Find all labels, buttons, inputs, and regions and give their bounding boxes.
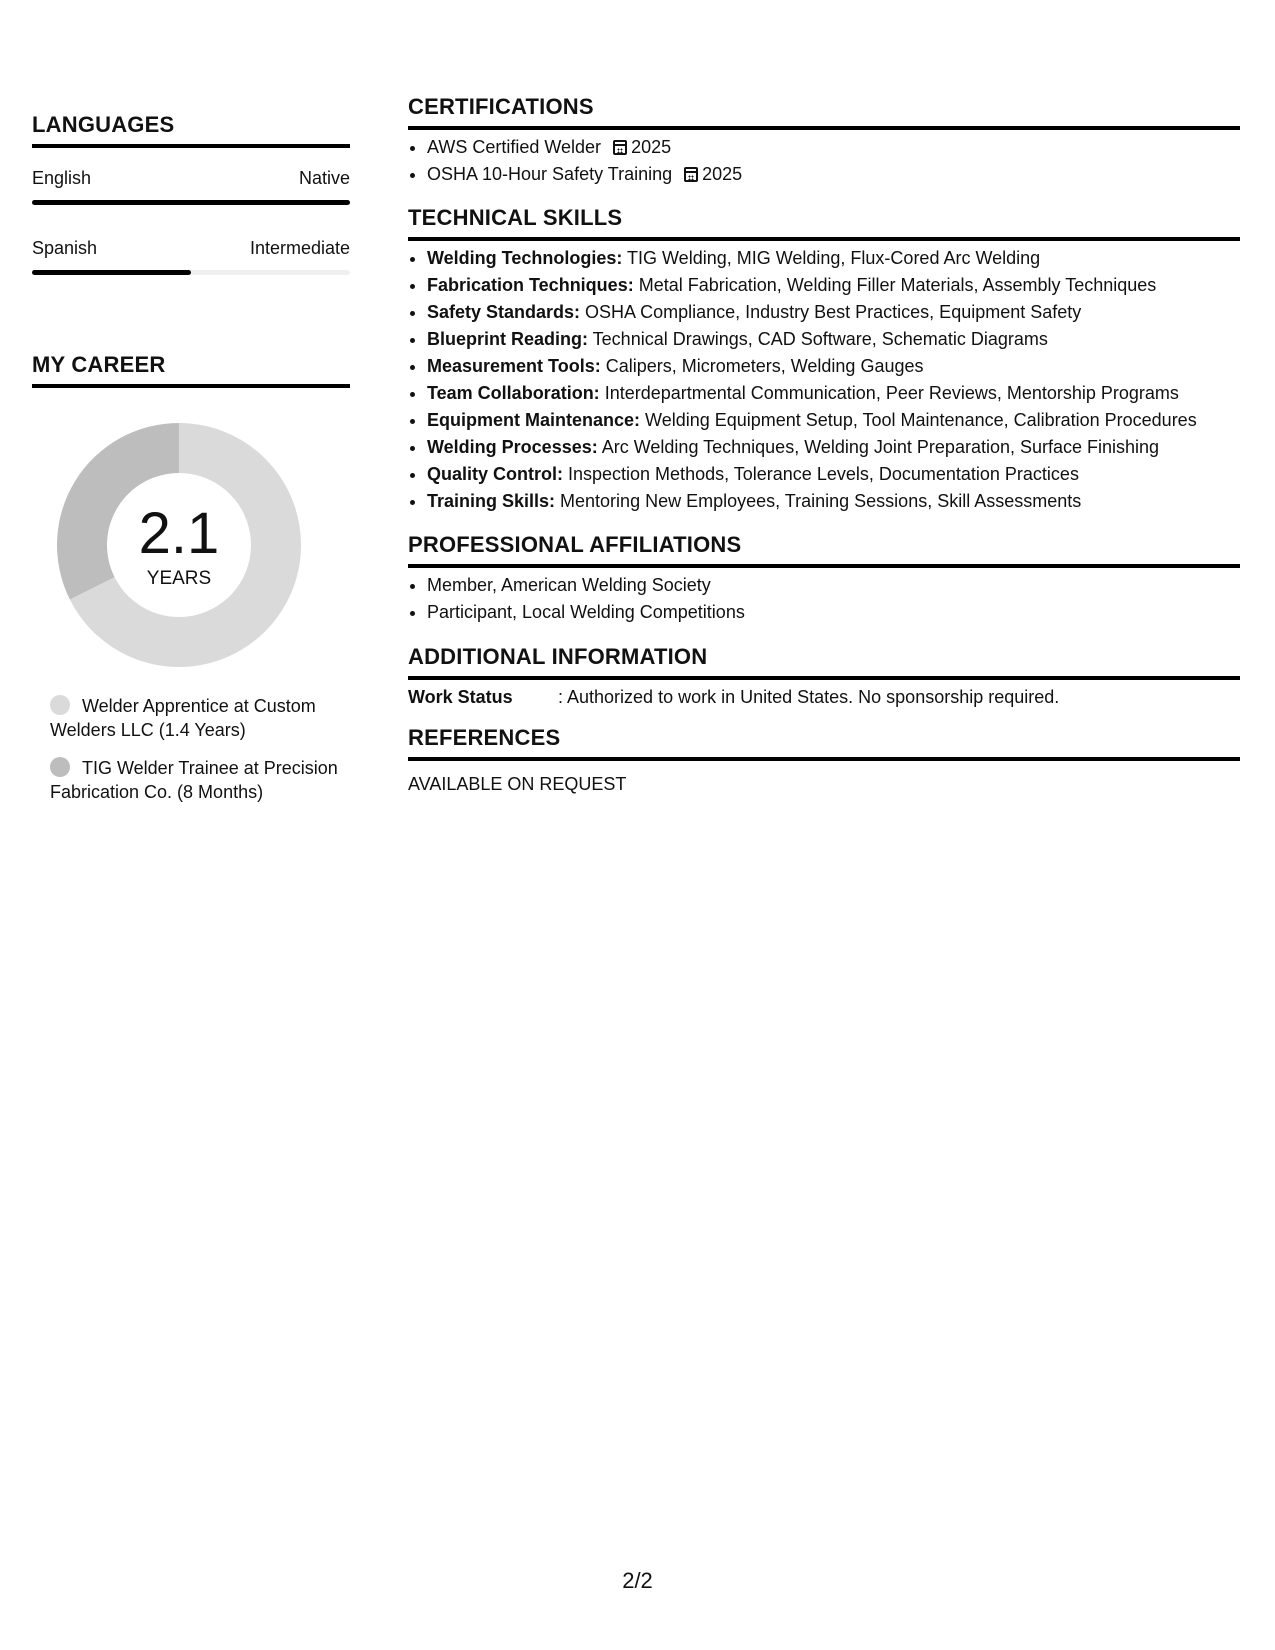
- language-row-spanish: [32, 238, 350, 259]
- certification-year: 2025: [631, 137, 672, 157]
- skill-label: Quality Control:: [427, 464, 563, 484]
- skill-text: Welding Equipment Setup, Tool Maintenance, Calibration Procedures: [640, 410, 1197, 430]
- work-status-value: : Authorized to work in United States. No sponsorship required.: [558, 687, 1060, 707]
- references-section: [408, 725, 1240, 798]
- skill-item: [427, 353, 1240, 380]
- language-name: Spanish: [32, 238, 98, 258]
- language-level: Native: [298, 168, 350, 188]
- skill-text: Technical Drawings, CAD Software, Schematic Diagrams: [588, 329, 1048, 349]
- skill-text: Mentoring New Employees, Training Sessions, Skill Assessments: [555, 491, 1082, 511]
- skill-label: Fabrication Techniques:: [427, 275, 634, 295]
- legend-dot: [50, 757, 70, 777]
- skill-label: Welding Processes:: [427, 437, 598, 457]
- language-name: English: [32, 168, 92, 188]
- career-legend-item: [50, 756, 350, 804]
- skill-label: Measurement Tools:: [427, 356, 601, 376]
- skill-text: TIG Welding, MIG Welding, Flux-Cored Arc Welding: [622, 248, 1041, 268]
- donut-center: [56, 422, 302, 668]
- skill-label: Blueprint Reading:: [427, 329, 588, 349]
- language-level: Intermediate: [249, 238, 350, 258]
- certifications-heading: CERTIFICATIONS: [408, 94, 1240, 130]
- calendar-icon: [613, 140, 627, 155]
- skill-item: [427, 407, 1240, 434]
- work-status-row: [408, 684, 1240, 711]
- skill-item: [427, 380, 1240, 407]
- work-status-label: Work Status: [408, 687, 513, 707]
- skill-label: Equipment Maintenance:: [427, 410, 641, 430]
- skill-text: Calipers, Micrometers, Welding Gauges: [600, 356, 924, 376]
- references-text: AVAILABLE ON REQUEST: [408, 774, 627, 794]
- technical-skills-heading: TECHNICAL SKILLS: [408, 205, 1240, 241]
- additional-info-heading: ADDITIONAL INFORMATION: [408, 644, 1240, 680]
- calendar-icon: [684, 167, 698, 182]
- skill-label: Training Skills:: [427, 491, 556, 511]
- language-bar-spanish: [32, 270, 350, 275]
- career-total-years: 2.1: [138, 501, 220, 566]
- skill-item: [427, 299, 1240, 326]
- legend-dot: [50, 695, 70, 715]
- languages-heading: LANGUAGES: [32, 112, 350, 148]
- page-number: 2/2: [622, 1568, 653, 1593]
- skill-item: [427, 488, 1240, 515]
- affiliations-list: [408, 572, 1240, 626]
- language-row-english: [32, 168, 350, 189]
- certification-name: OSHA 10-Hour Safety Training: [427, 164, 673, 184]
- affiliation-item: • Participant, Local Welding Competitions: [427, 599, 1240, 626]
- affiliations-heading: PROFESSIONAL AFFILIATIONS: [408, 532, 1240, 568]
- technical-skills-list: [408, 245, 1240, 515]
- affiliation-item: • Member, American Welding Society: [427, 572, 1240, 599]
- skill-label: Team Collaboration:: [427, 383, 600, 403]
- skill-text: OSHA Compliance, Industry Best Practices, Equipment Safety: [580, 302, 1082, 322]
- skill-item: [427, 326, 1240, 353]
- certification-item: [427, 161, 1240, 188]
- career-heading: MY CAREER: [32, 352, 350, 388]
- skill-text: Arc Welding Techniques, Welding Joint Preparation, Surface Finishing: [597, 437, 1160, 457]
- skill-text: Inspection Methods, Tolerance Levels, Documentation Practices: [563, 464, 1079, 484]
- certifications-list: [408, 134, 1240, 188]
- language-bar-fill: [32, 200, 350, 205]
- certifications-section: [408, 94, 1240, 188]
- certification-year: 2025: [702, 164, 743, 184]
- skill-item: [427, 434, 1240, 461]
- language-bar-english: [32, 200, 350, 205]
- skill-item: [427, 272, 1240, 299]
- skill-label: Welding Technologies:: [427, 248, 623, 268]
- skill-label: Safety Standards:: [427, 302, 581, 322]
- career-total-unit: YEARS: [146, 568, 212, 589]
- career-legend-label: TIG Welder Trainee at Precision Fabrication Co. (8 Months): [50, 758, 338, 802]
- additional-info-section: [408, 644, 1240, 711]
- references-heading: REFERENCES: [408, 725, 1240, 761]
- skill-item: [427, 461, 1240, 488]
- career-donut-chart: [56, 422, 302, 668]
- skill-item: [427, 245, 1240, 272]
- certification-item: [427, 134, 1240, 161]
- skill-text: Interdepartmental Communication, Peer Reviews, Mentorship Programs: [599, 383, 1179, 403]
- career-legend-item: [50, 694, 350, 742]
- career-legend-label: Welder Apprentice at Custom Welders LLC (1.4 Years): [50, 696, 316, 740]
- skill-text: Metal Fabrication, Welding Filler Materials, Assembly Techniques: [633, 275, 1157, 295]
- technical-skills-section: [408, 205, 1240, 515]
- language-bar-fill: [32, 270, 191, 275]
- certification-name: AWS Certified Welder: [427, 137, 602, 157]
- affiliations-section: [408, 532, 1240, 626]
